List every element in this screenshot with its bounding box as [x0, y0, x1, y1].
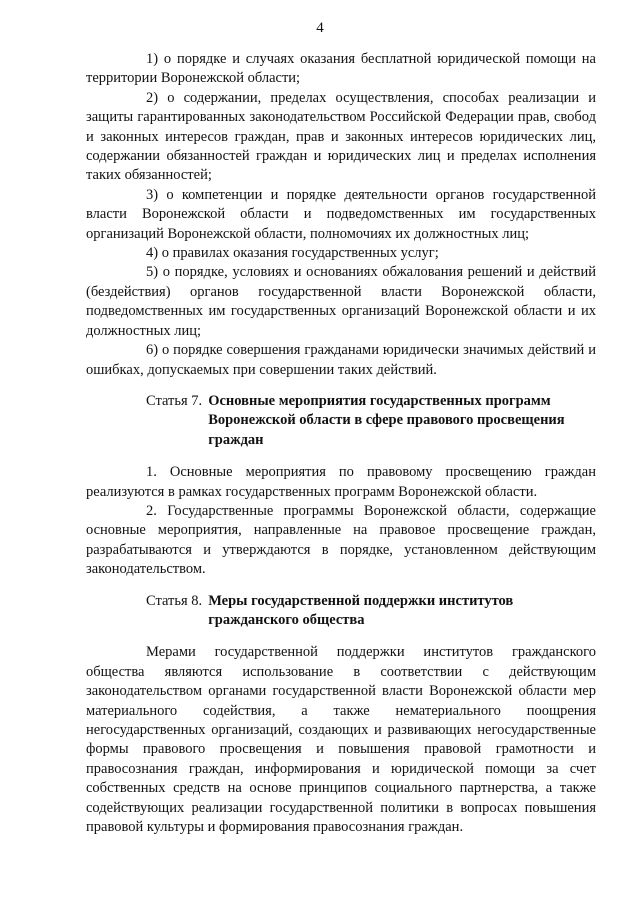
article-paragraph: 2. Государственные программы Воронежской области, содержащие основные мероприятия, направленные на правовое просвещение граждан, разрабатываются и утверждаются в порядке, установленном действующим законодательством.	[86, 502, 596, 578]
list-item: 6) о порядке совершения гражданами юридически значимых действий и ошибках, допускаемых при совершении таких действий.	[86, 342, 596, 378]
list-item: 3) о компетенции и порядке деятельности органов государственной власти Воронежской области и подведомственных им государственных организаций Воронежской области, полномочиях их должностных лиц;	[86, 186, 596, 242]
article-7-heading	[146, 392, 596, 450]
list-item: 4) о правилах оказания государственных услуг;	[146, 245, 439, 262]
article-number: Статья 7.	[146, 392, 203, 409]
article-title: Основные мероприятия государственных программ Воронежской области в сфере правового просвещения граждан	[208, 392, 565, 448]
list-item: 2) о содержании, пределах осуществления, способах реализации и защиты гарантированных законодательством Российской Федерации прав, свобод и законных интересов граждан, прав и законных интересов юридических лиц, содержании обязанностей граждан и юридических лиц и пределах исполнения таких обязанностей;	[86, 89, 596, 184]
page-number: 4	[316, 20, 324, 36]
article-paragraph: Мерами государственной поддержки институтов гражданского общества являются использование в соответствии с действующим законодательством органами государственной власти Воронежской области мер материального содействия, а также нематериального поощрения негосударственных организаций, создающих и развивающих негосударственные формы правового просвещения и повышения правовой грамотности и правосознания граждан, информирования и юридической помощи за счет собственных средств на основе принципов социального партнерства, а также содействующих реализации государственной политики в вопросах повышения правовой культуры и формирования правосознания граждан.	[86, 644, 596, 836]
article-title: Меры государственной поддержки институтов гражданского общества	[208, 592, 514, 628]
article-8-heading	[146, 592, 596, 631]
list-item: 1) о порядке и случаях оказания бесплатной юридической помощи на территории Воронежской области;	[86, 51, 596, 87]
list-item: 5) о порядке, условиях и основаниях обжалования решений и действий (бездействия) органов государственной власти Воронежской области, подведомственных им государственных организаций Воронежской области и их должностных лиц;	[86, 264, 596, 339]
article-paragraph: 1. Основные мероприятия по правовому просвещению граждан реализуются в рамках государственных программ Воронежской области.	[86, 464, 596, 500]
document-body	[86, 50, 596, 837]
article-number: Статья 8.	[146, 592, 203, 609]
